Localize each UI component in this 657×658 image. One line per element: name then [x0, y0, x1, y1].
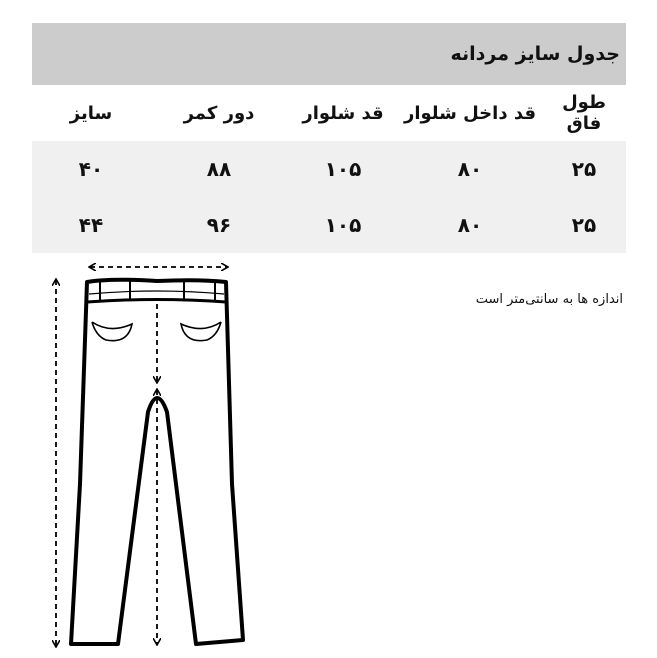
- cell-rise: ۲۵: [542, 141, 626, 197]
- cell-waist: ۹۶: [150, 197, 288, 253]
- table-row: [32, 141, 626, 197]
- cell-inseam: ۸۰: [398, 141, 542, 197]
- cell-pants-length: ۱۰۵: [288, 197, 398, 253]
- cell-waist: ۸۸: [150, 141, 288, 197]
- cell-size: ۴۴: [32, 197, 150, 253]
- size-chart-title: جدول سایز مردانه: [450, 43, 620, 65]
- pants-diagram-svg: [40, 254, 250, 654]
- cell-inseam: ۸۰: [398, 197, 542, 253]
- header-pants-length: قد شلوار: [288, 85, 398, 141]
- header-inseam: قد داخل شلوار: [398, 85, 542, 141]
- table-header-row: [32, 85, 626, 141]
- header-waist: دور کمر: [150, 85, 288, 141]
- header-rise: طول فاق: [542, 85, 626, 141]
- cell-size: ۴۰: [32, 141, 150, 197]
- size-table: [32, 85, 626, 253]
- units-note: اندازه ها به سانتی‌متر است: [475, 292, 623, 307]
- cell-rise: ۲۵: [542, 197, 626, 253]
- size-chart-title-bar: [32, 23, 626, 85]
- pants-measurement-icon: [40, 254, 250, 654]
- table-row: [32, 197, 626, 253]
- header-size: سایز: [32, 85, 150, 141]
- cell-pants-length: ۱۰۵: [288, 141, 398, 197]
